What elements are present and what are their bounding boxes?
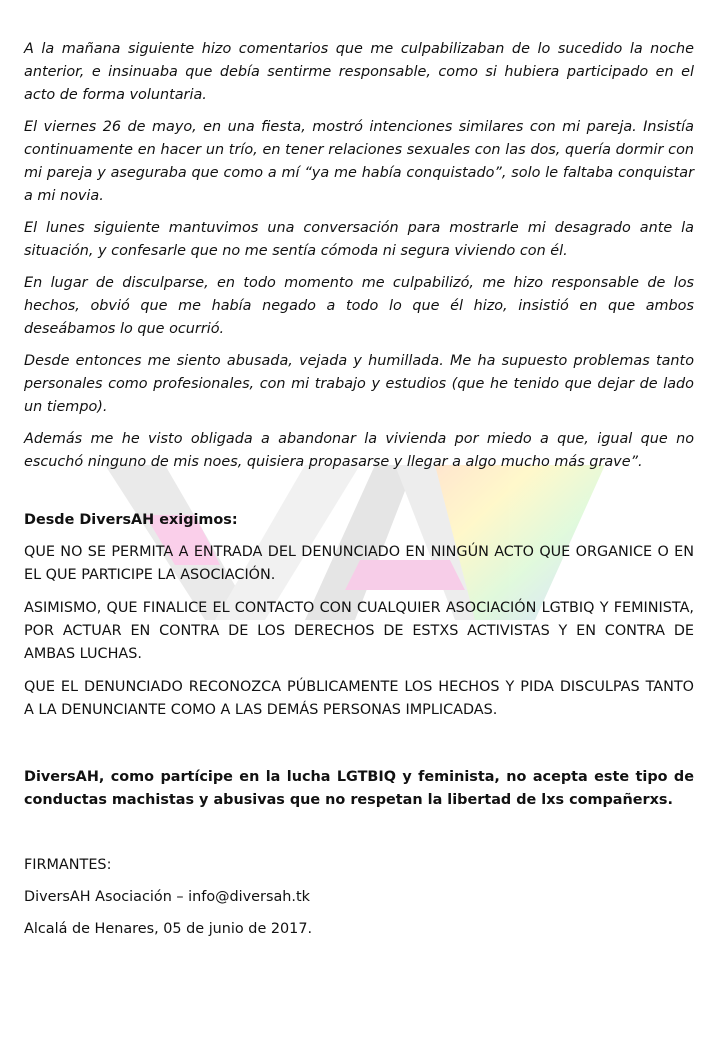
testimony-section xyxy=(24,38,694,474)
letter-page xyxy=(24,38,694,950)
testimony-paragraph: El viernes 26 de mayo, en una fiesta, mostró intenciones similares con mi pareja. Insistía continuamente en hacer un trío, en tener relaciones sexuales con las dos, quería dormir con mi pareja y aseguraba que como a mí “ya me había conquistado”, solo le faltaba conquistar a mi novia. xyxy=(24,119,694,204)
demands-section xyxy=(24,509,694,722)
demand-item: QUE EL DENUNCIADO RECONOZCA PÚBLICAMENTE LOS HECHOS Y PIDA DISCULPAS TANTO A LA DENUNCIANTE COMO A LAS DEMÁS PERSONAS IMPLICADAS. xyxy=(24,679,694,718)
statement-section xyxy=(24,766,694,812)
closing-statement: DiversAH, como partícipe en la lucha LGTBIQ y feminista, no acepta este tipo de conductas machistas y abusivas que no respetan la libertad de lxs compañerxs. xyxy=(24,769,694,808)
testimony-paragraph: A la mañana siguiente hizo comentarios que me culpabilizaban de lo sucedido la noche anterior, e insinuaba que debía sentirme responsable, como si hubiera participado en el acto de forma voluntaria. xyxy=(24,41,694,103)
testimony-paragraph: El lunes siguiente mantuvimos una conversación para mostrarle mi desagrado ante la situación, y confesarle que no me sentía cómoda ni segura viviendo con él. xyxy=(24,220,694,259)
signer-organization: DiversAH Asociación – info@diversah.tk xyxy=(24,889,310,905)
testimony-paragraph: Desde entonces me siento abusada, vejada y humillada. Me ha supuesto problemas tanto personales como profesionales, con mi trabajo y estudios (que he tenido que dejar de lado un tiempo). xyxy=(24,353,694,415)
demand-item: ASIMISMO, QUE FINALICE EL CONTACTO CON CUALQUIER ASOCIACIÓN LGTBIQ Y FEMINISTA, POR ACTUAR EN CONTRA DE LOS DERECHOS DE ESTXS ACTIVISTAS Y EN CONTRA DE AMBAS LUCHAS. xyxy=(24,600,694,662)
testimony-paragraph: En lugar de disculparse, en todo momento me culpabilizó, me hizo responsable de los hechos, obvió que me había negado a todo lo que él hizo, insistió en que ambos deseábamos lo que ocurrió. xyxy=(24,275,694,337)
testimony-paragraph: Además me he visto obligada a abandonar la vivienda por miedo a que, igual que no escuchó ninguno de mis noes, quisiera propasarse y llegar a algo mucho más grave”. xyxy=(24,431,694,470)
signers-label: FIRMANTES: xyxy=(24,857,112,873)
place-and-date: Alcalá de Henares, 05 de junio de 2017. xyxy=(24,921,313,937)
demand-item: QUE NO SE PERMITA A ENTRADA DEL DENUNCIADO EN NINGÚN ACTO QUE ORGANICE O EN EL QUE PARTICIPE LA ASOCIACIÓN. xyxy=(24,544,694,583)
signers-section xyxy=(24,854,694,941)
demands-heading: Desde DiversAH exigimos: xyxy=(24,512,238,528)
